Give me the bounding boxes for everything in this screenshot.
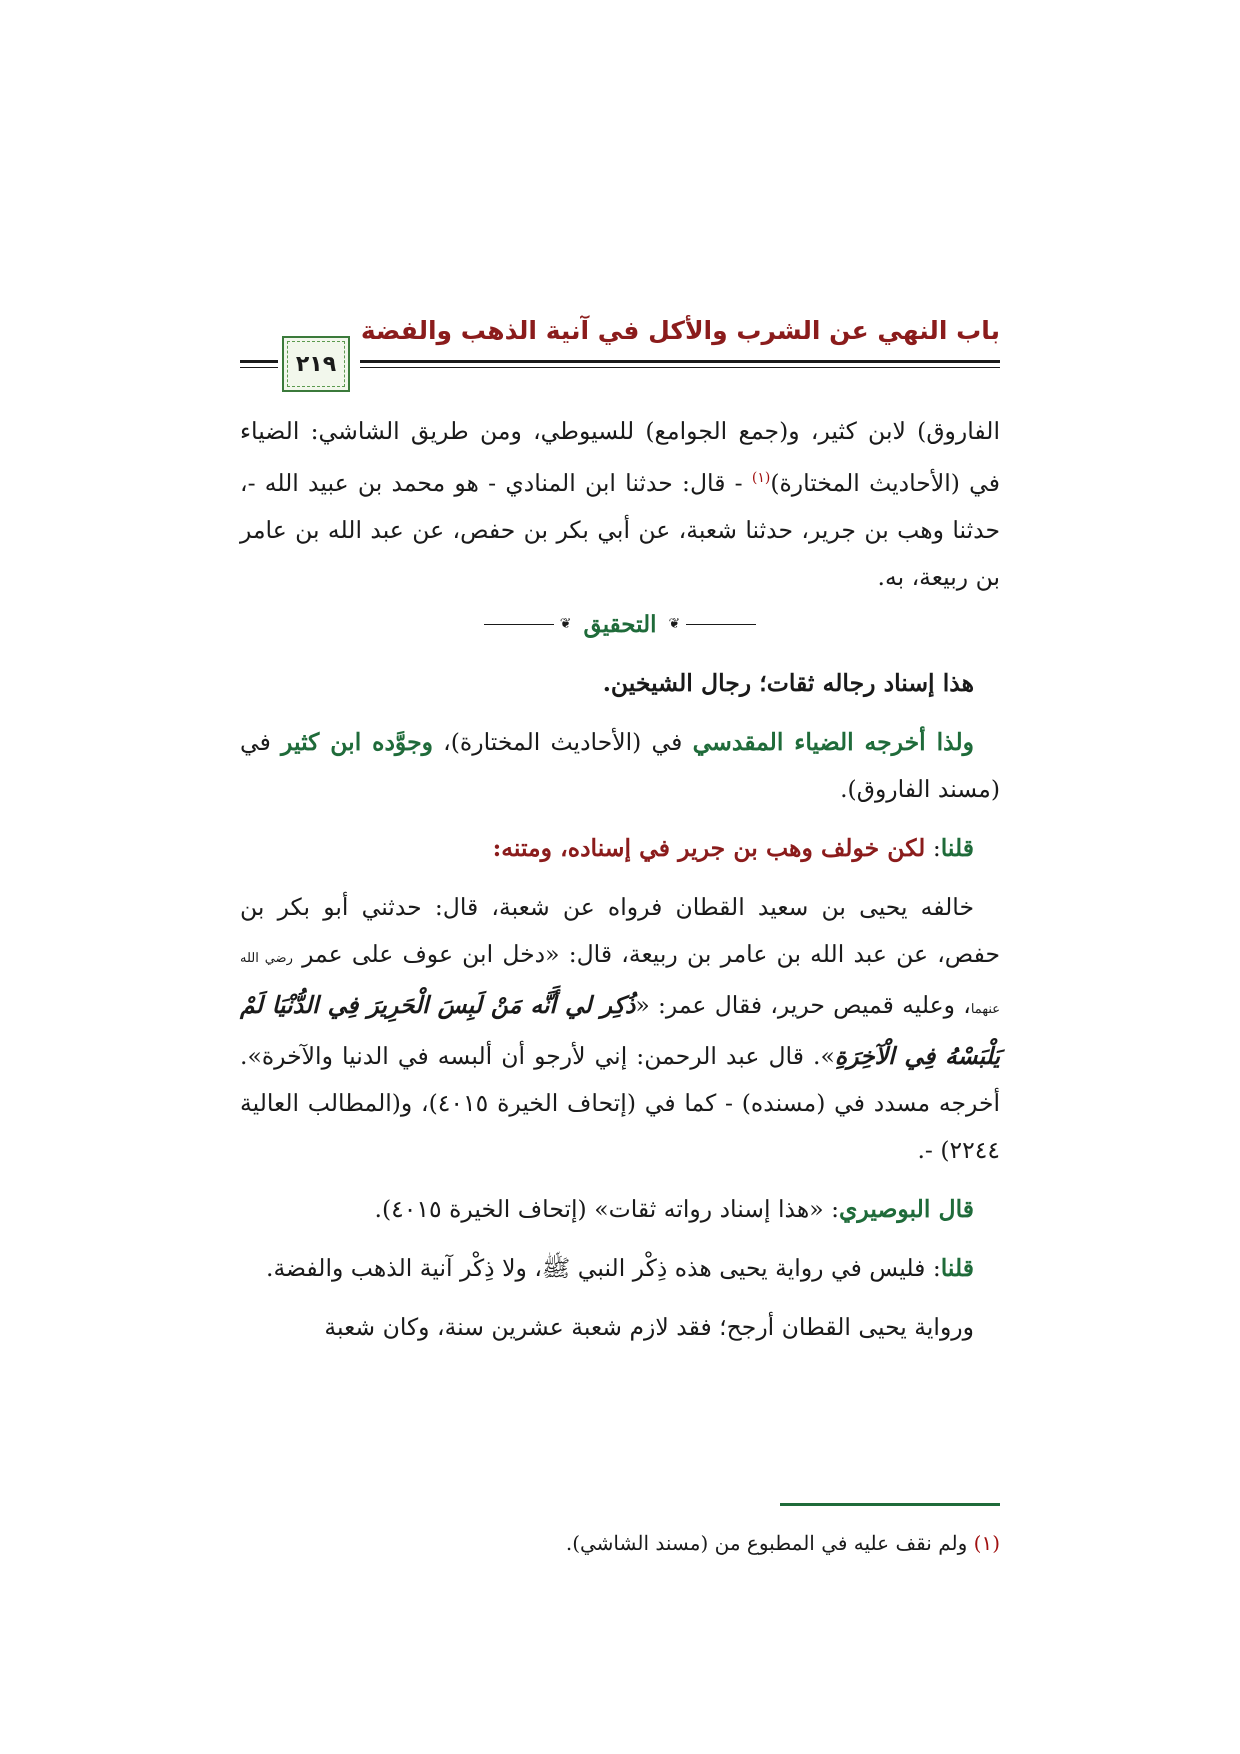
text-run: : bbox=[925, 833, 941, 862]
page-header bbox=[240, 316, 1000, 396]
page-number: ٢١٩ bbox=[295, 351, 337, 377]
hadith-text: ذُكِر لي أَنَّه مَنْ لَبِسَ الْحَرِيرَ فِي الدُّنْيَا لَمْ يَلْبَسْهُ فِي الْآخِرَةِ bbox=[240, 990, 1000, 1070]
ornament-flourish-icon: ❦ bbox=[668, 615, 681, 632]
ornament-flourish-icon: ❦ bbox=[559, 615, 572, 632]
text-run: الفاروق) لابن كثير، و(جمع الجوامع) للسيوطي، ومن طريق الشاشي: الضياء في (الأحاديث المختارة) bbox=[240, 417, 1000, 497]
text-run: ، ولا ذِكْر آنية الذهب والفضة. bbox=[265, 1253, 542, 1282]
paragraph-qulna bbox=[240, 825, 1000, 872]
section-title: التحقيق bbox=[583, 610, 657, 638]
footnote bbox=[240, 1525, 1000, 1561]
highlight-text: وجوَّده ابن كثير bbox=[281, 727, 433, 756]
paragraph-verdict: هذا إسناد رجاله ثقات؛ رجال الشيخين. bbox=[602, 668, 974, 697]
paragraph-takhrij bbox=[240, 719, 1000, 813]
main-text bbox=[240, 408, 1000, 1351]
highlight-label: قلنا bbox=[940, 1253, 974, 1282]
ornament-line bbox=[686, 624, 756, 625]
text-run: - قال: حدثنا ابن المنادي - هو محمد بن عبيد الله -، حدثنا وهب بن جرير، حدثنا شعبة، عن أبي بكر بن حفص، عن عبد الله بن عامر بن ربيعة، به. bbox=[240, 468, 1000, 591]
paragraph-source bbox=[240, 408, 1000, 601]
highlight-text: لكن خولف وهب بن جرير في إسناده، ومتنه: bbox=[492, 833, 926, 862]
highlight-text: ولذا أخرجه الضياء المقدسي bbox=[692, 727, 974, 756]
text-run: في (الأحاديث المختارة)، bbox=[432, 727, 693, 756]
highlight-label: قال البوصيري bbox=[839, 1194, 974, 1223]
header-rule-thin bbox=[360, 367, 1000, 368]
footnote-reference[interactable]: (١) bbox=[751, 470, 771, 486]
honorific-glyph: ﷺ bbox=[541, 1253, 571, 1282]
paragraph-tarjih: ورواية يحيى القطان أرجح؛ فقد لازم شعبة عشرين سنة، وكان شعبة bbox=[324, 1312, 974, 1341]
text-run: ». قال عبد الرحمن: إني لأرجو أن ألبسه في الدنيا والآخرة». أخرجه مسدد في (مسنده) - كما في (إتحاف الخيرة ٤٠١٥)، و(المطالب العالية ٢٢٤٤) -. bbox=[240, 1041, 1000, 1164]
page-number-frame bbox=[282, 336, 350, 392]
paragraph-busiri bbox=[240, 1186, 1000, 1233]
footnote-separator bbox=[780, 1503, 1000, 1506]
text-run: في (مسند الفاروق). bbox=[240, 727, 1000, 803]
honorific-glyph: رضي الله عنهما bbox=[240, 950, 1000, 1017]
footnote-text: ولم نقف عليه في المطبوع من (مسند الشاشي). bbox=[565, 1531, 974, 1555]
text-run: ، وعليه قميص حرير، فقال عمر: « bbox=[635, 990, 971, 1019]
header-rule-left-thin bbox=[240, 367, 278, 368]
paragraph-narration bbox=[240, 884, 1000, 1174]
text-run: خالفه يحيى بن سعيد القطان فرواه عن شعبة، قال: حدثني أبو بكر بن حفص، عن عبد الله بن عامر بن ربيعة، قال: «دخل ابن عوف على عمر bbox=[240, 892, 1001, 968]
footnote-number: (١) bbox=[973, 1531, 1000, 1555]
running-title: باب النهي عن الشرب والأكل في آنية الذهب والفضة bbox=[360, 316, 1000, 345]
paragraph-qulna-2 bbox=[240, 1245, 1000, 1292]
text-run: : «هذا إسناد رواته ثقات» (إتحاف الخيرة ٤٠١٥). bbox=[374, 1194, 840, 1223]
ornament-line bbox=[484, 624, 554, 625]
section-ornament bbox=[240, 601, 1000, 648]
highlight-label: قلنا bbox=[940, 833, 974, 862]
header-rule bbox=[360, 360, 1000, 363]
text-run: : فليس في رواية يحيى هذه ذِكْر النبي bbox=[570, 1253, 941, 1282]
header-rule-left bbox=[240, 360, 278, 363]
